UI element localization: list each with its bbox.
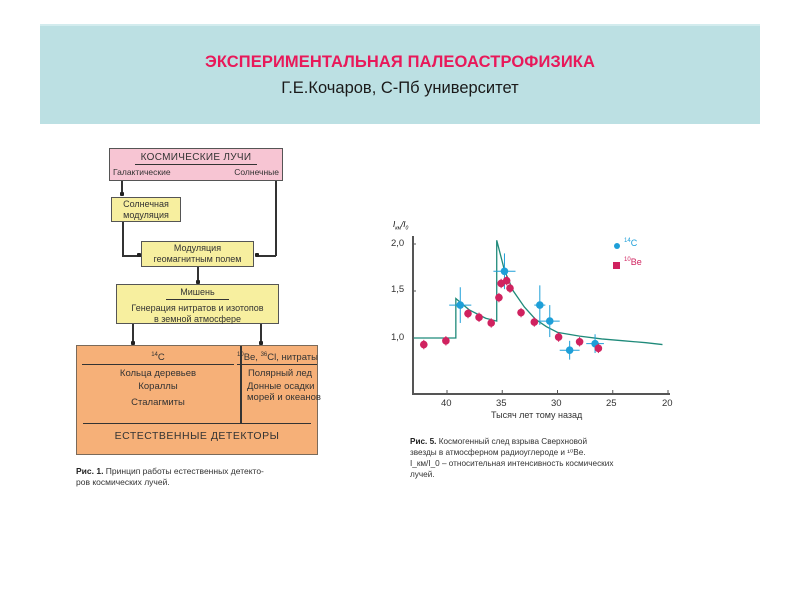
y-axis-label: $I_{км}/I_0$ — [393, 220, 409, 232]
legend-be10-icon — [613, 262, 620, 269]
c14-data-point — [501, 267, 509, 275]
detector-item: Полярный лед — [247, 368, 313, 380]
y-tick: 1,5 — [391, 284, 405, 295]
c14-data-point — [566, 346, 574, 354]
be10-header: $^{10}$Be, $^{36}$Cl, нитраты — [237, 352, 318, 364]
geomagnetic-line2: геомагнитным полем — [153, 254, 242, 264]
target-line1: Генерация нитратов и изотопов — [131, 303, 264, 313]
target-title: Мишень — [166, 287, 228, 300]
detector-item: Сталагмиты — [131, 397, 185, 409]
x-axis-label: Тысяч лет тому назад — [491, 410, 583, 420]
x-tick: 35 — [496, 398, 507, 409]
detectors-footer: ЕСТЕСТВЕННЫЕ ДЕТЕКТОРЫ — [114, 430, 280, 442]
detector-item: морей и океанов — [247, 392, 321, 404]
slide-subtitle: Г.Е.Кочаров, С-Пб университет — [281, 79, 519, 97]
be10-data-point — [464, 310, 472, 318]
be10-data-point — [595, 345, 603, 353]
be10-data-point — [420, 341, 428, 349]
be10-data-point — [555, 333, 563, 341]
legend-c14-icon — [614, 243, 620, 249]
y-tick: 2,0 — [391, 238, 405, 249]
y-tick: 1,0 — [391, 332, 405, 343]
legend-c14-label: $^{14}$C — [624, 238, 638, 248]
detector-item: Кольца деревьев — [119, 368, 197, 380]
x-tick: 20 — [662, 398, 673, 409]
be10-data-point — [503, 277, 511, 285]
be10-data-point — [530, 318, 538, 326]
geomagnetic-line1: Модуляция — [173, 243, 222, 253]
galactic-label: Галактические — [113, 167, 171, 177]
cosmic-rays-title: КОСМИЧЕСКИЕ ЛУЧИ — [135, 152, 258, 165]
detector-item: Кораллы — [138, 381, 178, 393]
be10-data-point — [517, 309, 525, 317]
x-tick: 40 — [441, 398, 452, 409]
figure-1-caption: Рис. 1. Принцип работы естественных детекто- ров космических лучей. — [76, 466, 264, 487]
detector-item: Донные осадки — [247, 381, 315, 393]
c14-data-point — [536, 301, 544, 309]
be10-data-point — [487, 319, 495, 327]
slide-title: ЭКСПЕРИМЕНТАЛЬНАЯ ПАЛЕОАСТРОФИЗИКА — [205, 53, 595, 71]
c14-data-point — [456, 301, 464, 309]
x-tick: 30 — [551, 398, 562, 409]
target-line2: в земной атмосфере — [153, 314, 242, 324]
solar-label: Солнечные — [234, 167, 279, 177]
figure-5-caption: Рис. 5. Космогенный след взрыва Сверхновой звезды в атмосферном радиоуглероде и ¹⁰Be. I_км/I_0 – относительная интенсивность космических лучей. — [410, 437, 614, 479]
c14-data-point — [546, 317, 554, 325]
be10-data-point — [495, 294, 503, 302]
be10-data-point — [576, 338, 584, 346]
legend-be10-label: $^{10}$Be — [624, 257, 642, 267]
model-curve — [414, 240, 663, 344]
solar-modulation-line1: Солнечная — [123, 199, 169, 209]
be10-data-point — [506, 284, 514, 292]
solar-modulation-line2: модуляция — [123, 210, 169, 220]
be10-data-point — [442, 337, 450, 345]
c14-header: $^{14}$C — [82, 350, 234, 365]
x-tick: 25 — [606, 398, 617, 409]
be10-data-point — [475, 314, 483, 322]
